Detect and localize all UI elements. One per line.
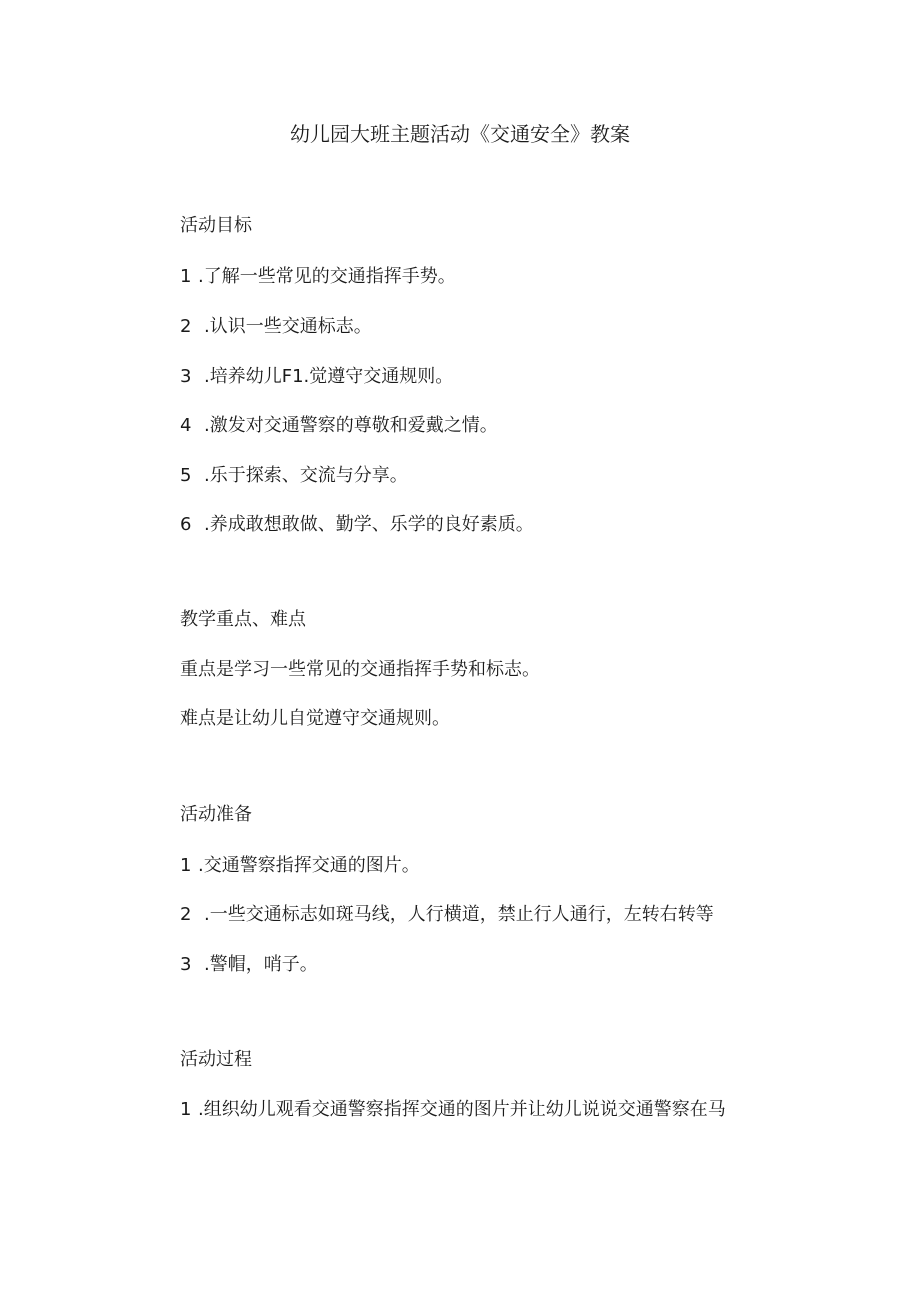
list-item-number: 3 [180, 366, 192, 387]
list-item-number: 4 [180, 415, 192, 436]
paragraph-difficult-point: 难点是让幼儿自觉遵守交通规则。 [180, 708, 450, 729]
list-item-text: .培养幼儿F1.觉遵守交通规则。 [204, 366, 454, 387]
list-item-text: .交通警察指挥交通的图片。 [198, 855, 420, 876]
list-item-number: 1 [180, 1099, 192, 1120]
list-item-number: 2 [180, 904, 192, 925]
list-item [180, 464, 408, 488]
section-heading-activity-goals: 活动目标 [180, 215, 252, 236]
list-item-text: .养成敢想敢做、勤学、乐学的良好素质。 [204, 514, 534, 535]
paragraph-key-point: 重点是学习一些常见的交通指挥手势和标志。 [180, 659, 540, 680]
list-item-text: .认识一些交通标志。 [204, 316, 372, 337]
list-item [180, 365, 453, 389]
list-item-text: .警帽，哨子。 [204, 954, 318, 975]
list-item-number: 3 [180, 954, 192, 975]
document-title: 幼儿园大班主题活动《交通安全》教案 [290, 122, 630, 146]
list-item [180, 854, 420, 878]
list-item-text: .激发对交通警察的尊敬和爱戴之情。 [204, 415, 498, 436]
list-item [180, 513, 534, 537]
list-item-number: 1 [180, 855, 192, 876]
list-item [180, 414, 498, 438]
list-item-number: 1 [180, 266, 192, 287]
section-heading-key-points: 教学重点、难点 [180, 609, 306, 630]
list-item-number: 2 [180, 316, 192, 337]
list-item-number: 6 [180, 514, 192, 535]
section-heading-process: 活动过程 [180, 1049, 252, 1070]
list-item-text: .组织幼儿观看交通警察指挥交通的图片并让幼儿说说交通警察在马 [198, 1099, 726, 1120]
list-item [180, 903, 714, 927]
list-item-text: .了解一些常见的交通指挥手势。 [198, 266, 456, 287]
list-item [180, 953, 318, 977]
list-item [180, 265, 456, 289]
list-item [180, 1098, 726, 1122]
list-item-number: 5 [180, 465, 192, 486]
list-item-text: .一些交通标志如斑马线，人行横道，禁止行人通行，左转右转等 [204, 904, 714, 925]
list-item [180, 315, 372, 339]
list-item-text: .乐于探索、交流与分享。 [204, 465, 408, 486]
section-heading-preparation: 活动准备 [180, 804, 252, 825]
